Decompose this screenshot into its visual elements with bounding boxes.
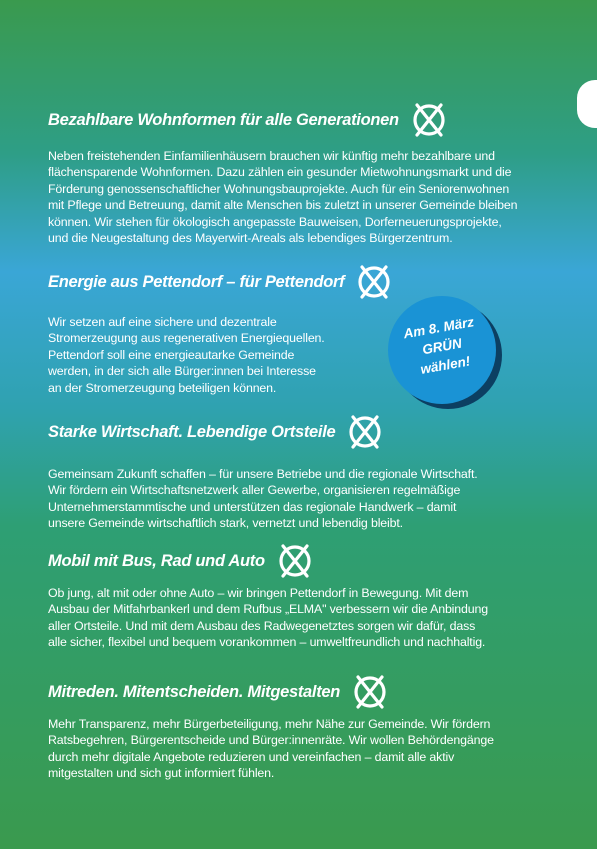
badge-line: GRÜN: [421, 335, 463, 358]
body-line: mitgestalten und sich gut informiert fühlen.: [48, 766, 275, 781]
section-heading-row: [48, 264, 348, 300]
body-line: Wir setzen auf eine sichere und dezentrale: [48, 315, 277, 329]
body-line: aller Ortsteile. Und mit dem Ausbau des Radwegenetztes sorgen wir dafür, dass: [48, 618, 476, 633]
body-line: können. Wir stehen für ökologisch angepasste Bauweisen, Dorferneuerungsprojekte,: [48, 214, 502, 229]
ballot-cross-icon: [356, 264, 392, 300]
body-line: Ob jung, alt mit oder ohne Auto – wir bringen Pettendorf in Bewegung. Mit dem: [48, 586, 469, 600]
badge-line: Am 8. März: [402, 314, 476, 342]
section-energy: [48, 264, 348, 396]
body-line: Ratsbegehren, Bürgerentscheide und Bürger:innenräte. Wir wollen Behördengänge: [48, 733, 494, 748]
section-heading: Energie aus Pettendorf – für Pettendorf: [48, 272, 345, 291]
body-line: Unternehmerstammtische und unterstützen das regionale Handwerk – damit: [48, 499, 457, 514]
section-mobility: [48, 543, 548, 651]
section-body: [48, 314, 348, 396]
section-heading: Mobil mit Bus, Rad und Auto: [48, 551, 265, 570]
body-line: an der Stromerzeugung beteiligen können.: [48, 380, 277, 395]
section-heading-row: [48, 414, 548, 450]
body-line: Ausbau der Mitfahrbankerl und dem Rufbus „ELMA" verbessern wir die Anbindung: [48, 602, 488, 617]
ballot-cross-icon: [347, 414, 383, 450]
section-heading: Bezahlbare Wohnformen für alle Generationen: [48, 110, 399, 129]
section-body: [48, 716, 548, 782]
body-line: mit Pflege und Betreuung, damit alte Menschen bis zuletzt in unserer Gemeinde bleiben: [48, 198, 518, 213]
badge-text: [384, 309, 500, 384]
section-economy: [48, 414, 548, 532]
body-line: und die Neugestaltung des Mayerwirt-Areals als lebendiges Bürgerzentrum.: [48, 231, 453, 246]
body-line: durch mehr digitale Angebote reduzieren und vereinfachen – damit alle aktiv: [48, 749, 455, 764]
body-line: Gemeinsam Zukunft schaffen – für unsere Betriebe und die regionale Wirtschaft.: [48, 467, 478, 481]
body-line: unsere Gemeinde wirtschaftlich stark, vernetzt und lebendig bleibt.: [48, 516, 403, 531]
body-line: alle sicher, flexibel und bequem vorankommen – umweltfreundlich und nachhaltig.: [48, 635, 486, 650]
section-heading: Mitreden. Mitentscheiden. Mitgestalten: [48, 682, 341, 701]
ballot-cross-icon: [277, 543, 313, 579]
body-line: Wir fördern ein Wirtschaftsnetzwerk aller Gewerbe, organisieren regelmäßige: [48, 483, 461, 498]
section-heading-row: [48, 674, 548, 710]
section-heading-row: [48, 102, 548, 138]
ballot-cross-icon: [411, 102, 447, 138]
section-heading: Starke Wirtschaft. Lebendige Ortsteile: [48, 422, 336, 441]
body-line: Förderung genossenschaftlicher Wohnungsbauprojekte. Auch für ein Seniorenwohnen: [48, 181, 510, 196]
body-line: Mehr Transparenz, mehr Bürgerbeteiligung, mehr Nähe zur Gemeinde. Wir fördern: [48, 717, 491, 731]
section-body: [48, 585, 548, 651]
section-body: [48, 148, 548, 246]
body-line: Neben freistehenden Einfamilienhäusern brauchen wir künftig mehr bezahlbare und: [48, 149, 495, 163]
section-participation: [48, 674, 548, 782]
body-line: Pettendorf soll eine energieautarke Gemeinde: [48, 347, 295, 362]
body-line: flächensparende Wohnformen. Dazu zählen ein gesunder Mietwohnungsmarkt und die: [48, 165, 512, 180]
ballot-cross-icon: [352, 674, 388, 710]
election-date-badge: [388, 296, 496, 404]
body-line: Stromerzeugung aus regenerativen Energiequellen.: [48, 331, 325, 346]
section-heading-row: [48, 543, 548, 579]
section-body: [48, 466, 548, 532]
body-line: werden, in der sich alle Bürger:innen bei Interesse: [48, 364, 316, 379]
edge-tab-decoration: [577, 80, 597, 128]
section-housing: [48, 102, 548, 246]
badge-line: wählen!: [419, 353, 472, 377]
